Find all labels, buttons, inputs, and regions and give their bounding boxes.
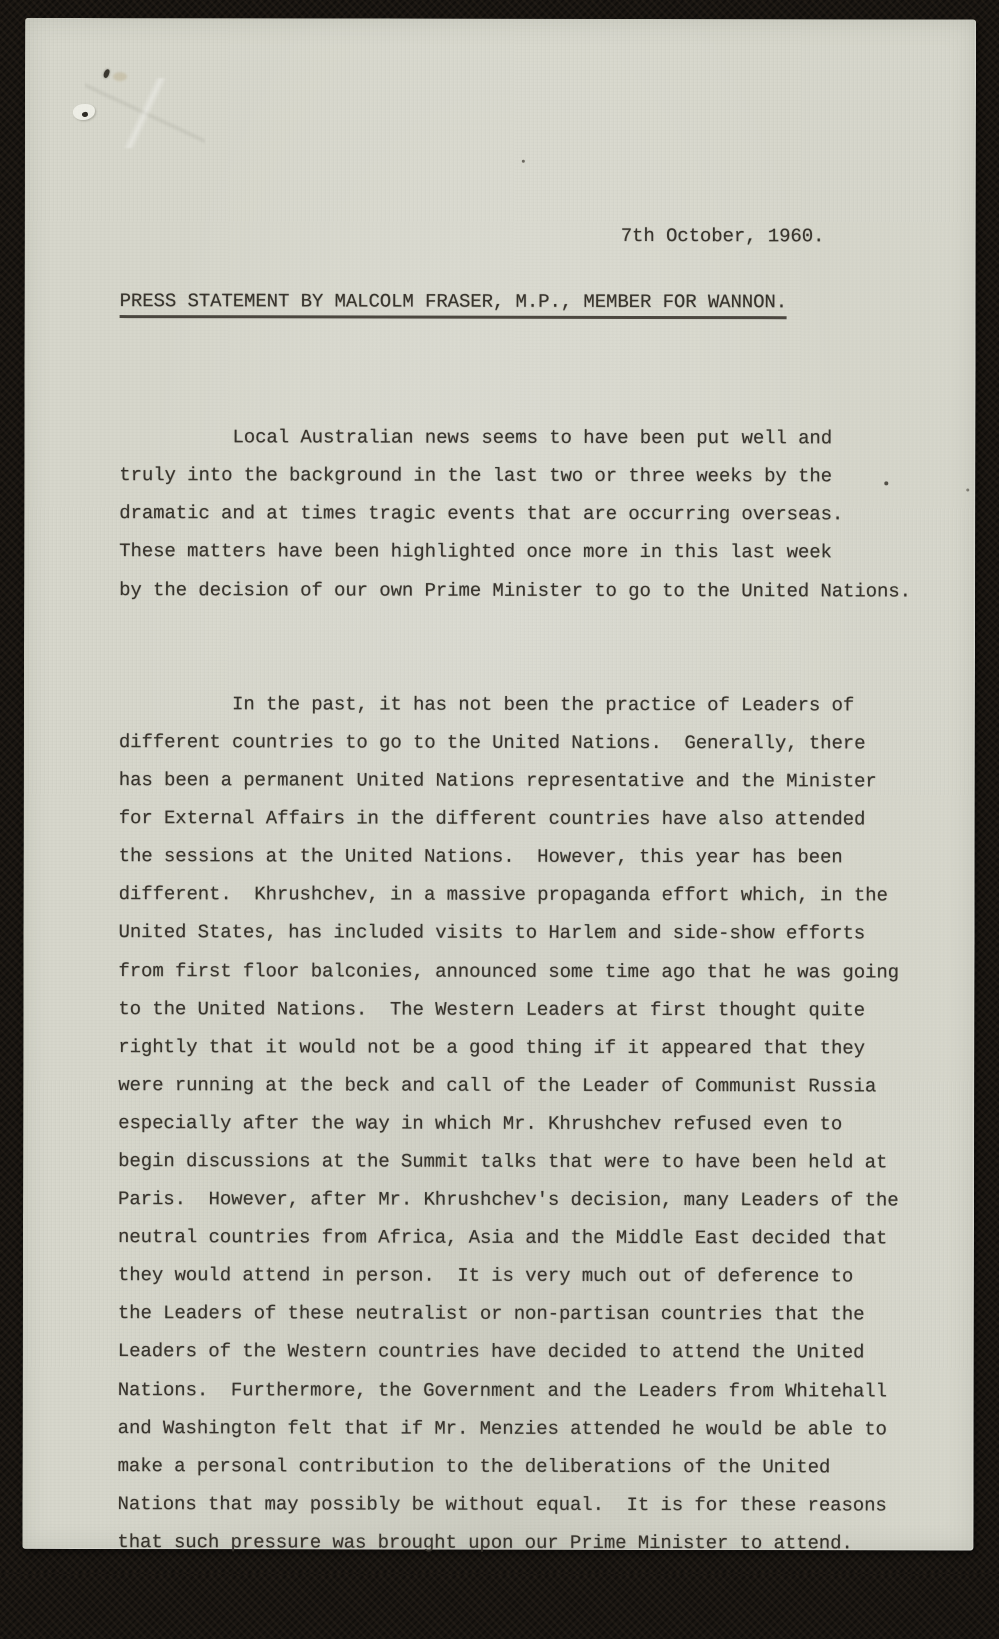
- paper-speck: [966, 489, 969, 492]
- paragraph-2: In the past, it has not been the practice of Leaders of different countries to go to the United Nations. Generally, there has been a permanent United Nations representative and the Minister for External Affairs in the different countries have also attended the sessions at the United Nations. However, this year has been different. Khrushchev, in a massive propaganda effort which, in the United States, has included visits to Harlem and side-show efforts from first floor balconies, announced some time ago that he was going to the United Nations. The Western Leaders at first thought quite rightly that it would not be a good thing if it appeared that they were running at the beck and call of the Leader of Communist Russia especially after the way in which Mr. Khrushchev refused even to begin discussions at the Summit talks that were to have been held at Paris. However, after Mr. Khrushchev's decision, many Leaders of the neutral countries from Africa, Asia and the Middle East decided that they would attend in person. It is very much out of deference to the Leaders of these neutralist or non-partisan countries that the Leaders of the Western countries have decided to attend the United Nations. Furthermore, the Government and the Leaders from Whitehall and Washington felt that if Mr. Menzies attended he would be able to make a personal contribution to the deliberations of the United Nations that may possibly be without equal. It is for these reasons that such pressure was brought upon our Prime Minister to attend.: [117, 692, 899, 1555]
- paper-chip: [73, 104, 95, 120]
- document-page: [22, 18, 976, 1555]
- document-date: 7th October, 1960.: [620, 224, 825, 248]
- paper-speck: [522, 160, 525, 163]
- paper-crease: [85, 78, 205, 148]
- document-title: PRESS STATEMENT BY MALCOLM FRASER, M.P., MEMBER FOR WANNON.: [120, 290, 787, 319]
- staple-mark: [103, 68, 111, 78]
- paper-smudge: [113, 72, 127, 81]
- staple-mark: [81, 111, 88, 117]
- document-body: [117, 342, 911, 1639]
- paragraph-1: Local Australian news seems to have been put well and truly into the background in the last two or three weeks by the dramatic and at times tragic events that are occurring overseas. These matters have been highlighted once more in this last week by the decision of our own Prime Minister to go to the United Nations.: [119, 426, 911, 603]
